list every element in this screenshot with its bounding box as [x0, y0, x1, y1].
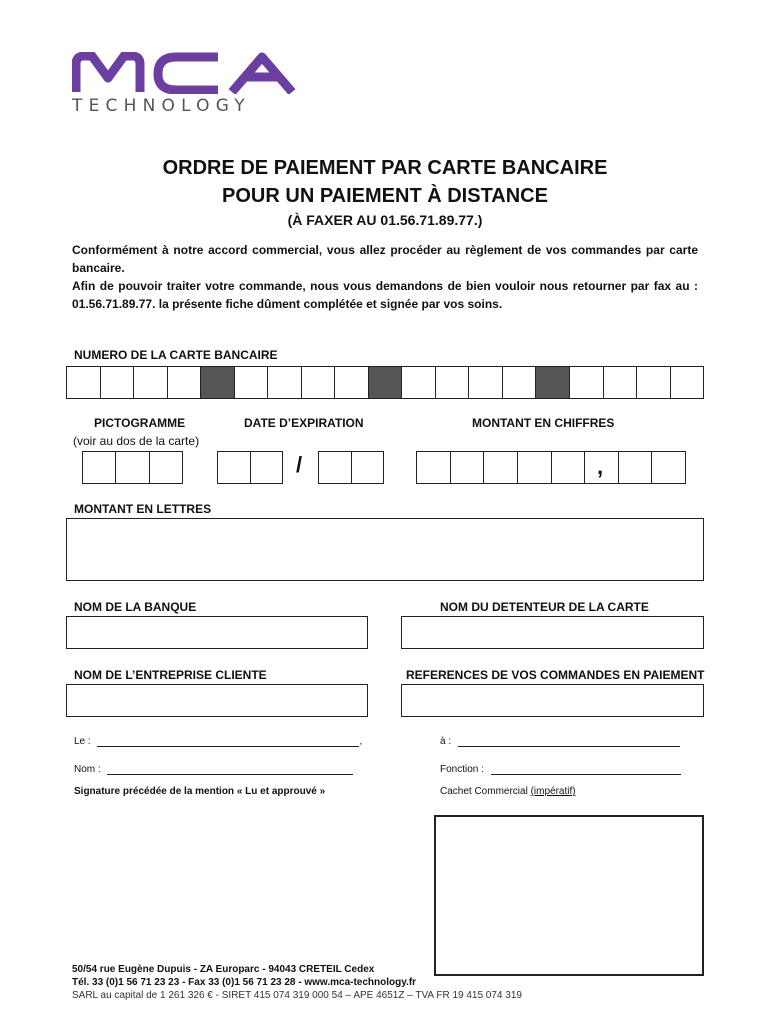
card-digit-cell[interactable]	[436, 367, 470, 398]
card-digit-cell[interactable]	[570, 367, 604, 398]
card-digit-cell[interactable]	[335, 367, 369, 398]
detenteur-label: NOM DU DETENTEUR DE LA CARTE	[440, 600, 649, 614]
card-digit-cell[interactable]	[469, 367, 503, 398]
card-separator-cell	[536, 367, 570, 398]
mca-logo	[72, 52, 322, 94]
digit-cell[interactable]	[319, 452, 352, 483]
cachet-label: Cachet Commercial	[440, 786, 528, 797]
montant-chiffres-label: MONTANT EN CHIFFRES	[472, 416, 615, 430]
digit-cell[interactable]	[352, 452, 384, 483]
digit-cell[interactable]	[150, 452, 182, 483]
nom-line[interactable]	[107, 774, 353, 775]
intro-paragraph-1: Conformément à notre accord commercial, vous allez procéder au règlement de vos commandes par carte bancaire.	[72, 243, 698, 275]
imperatif-note: (impératif)	[530, 786, 576, 797]
a-label: à :	[440, 736, 452, 747]
card-number-label: NUMERO DE LA CARTE BANCAIRE	[74, 348, 278, 362]
footer-address: 50/54 rue Eugène Dupuis - ZA Europarc - 94043 CRETEIL Cedex	[72, 964, 375, 975]
signature-mention: Signature précédée de la mention « Lu et approuvé »	[74, 786, 326, 797]
fax-subtitle: (À FAXER AU 01.56.71.89.77.)	[287, 212, 483, 228]
banque-field[interactable]	[66, 616, 368, 649]
card-digit-cell[interactable]	[235, 367, 269, 398]
le-comma: ,	[359, 736, 363, 747]
digit-cell[interactable]	[251, 452, 283, 483]
a-row	[440, 736, 680, 747]
card-digit-cell[interactable]	[671, 367, 704, 398]
montant-chiffres-input[interactable]	[416, 451, 686, 484]
fonction-row	[440, 764, 681, 775]
a-line[interactable]	[458, 746, 680, 747]
digit-cell[interactable]	[451, 452, 485, 483]
card-separator-cell	[369, 367, 403, 398]
fonction-line[interactable]	[491, 774, 681, 775]
expiration-year-input[interactable]	[318, 451, 384, 484]
digit-cell[interactable]	[652, 452, 685, 483]
le-row	[74, 736, 362, 747]
card-digit-cell[interactable]	[268, 367, 302, 398]
detenteur-field[interactable]	[401, 616, 704, 649]
entreprise-label: NOM DE L’ENTREPRISE CLIENTE	[74, 668, 267, 682]
expiration-label: DATE D’EXPIRATION	[244, 416, 364, 430]
nom-label: Nom :	[74, 764, 101, 775]
intro-paragraph-2: Afin de pouvoir traiter votre commande, nous vous demandons de bien vouloir nous retourner par fax au : 01.56.71.89.77. la présente fiche dûment complétée et signée par vos soins.	[72, 279, 698, 311]
card-digit-cell[interactable]	[67, 367, 101, 398]
card-digit-cell[interactable]	[134, 367, 168, 398]
card-digit-cell[interactable]	[101, 367, 135, 398]
card-digit-cell[interactable]	[302, 367, 336, 398]
logo-subtitle: TECHNOLOGY	[72, 96, 251, 116]
footer-legal: SARL au capital de 1 261 326 € - SIRET 415 074 319 000 54 – APE 4651Z – TVA FR 19 415 074 319	[72, 990, 522, 1001]
le-line[interactable]	[97, 746, 359, 747]
card-digit-cell[interactable]	[503, 367, 537, 398]
card-number-grid[interactable]	[66, 366, 704, 399]
digit-cell[interactable]	[116, 452, 149, 483]
entreprise-field[interactable]	[66, 684, 368, 717]
digit-cell[interactable]	[218, 452, 251, 483]
references-label: REFERENCES DE VOS COMMANDES EN PAIEMENT	[406, 668, 705, 682]
cachet-row	[440, 786, 576, 797]
decimal-separator: ,	[597, 454, 604, 479]
digit-cell[interactable]	[619, 452, 653, 483]
pictogramme-input[interactable]	[82, 451, 183, 484]
fonction-label: Fonction :	[440, 764, 484, 775]
card-digit-cell[interactable]	[168, 367, 202, 398]
digit-cell[interactable]	[552, 452, 586, 483]
digit-cell[interactable]	[518, 452, 552, 483]
cachet-box[interactable]	[434, 815, 704, 976]
title-line-2: POUR UN PAIEMENT À DISTANCE	[222, 185, 548, 207]
card-separator-cell	[201, 367, 235, 398]
montant-lettres-field[interactable]	[66, 518, 704, 581]
nom-row	[74, 764, 353, 775]
pictogramme-label: PICTOGRAMME	[94, 416, 186, 430]
banque-label: NOM DE LA BANQUE	[74, 600, 197, 614]
footer-contact: Tél. 33 (0)1 56 71 23 23 - Fax 33 (0)1 56 71 23 28 - www.mca-technology.fr	[72, 977, 417, 988]
digit-cell[interactable]	[417, 452, 451, 483]
le-label: Le :	[74, 736, 91, 747]
card-digit-cell[interactable]	[402, 367, 436, 398]
card-digit-cell[interactable]	[637, 367, 671, 398]
references-field[interactable]	[401, 684, 704, 717]
expiration-month-input[interactable]	[217, 451, 283, 484]
expiration-separator: /	[296, 452, 303, 477]
digit-cell[interactable]	[484, 452, 518, 483]
card-digit-cell[interactable]	[604, 367, 638, 398]
title-line-1: ORDRE DE PAIEMENT PAR CARTE BANCAIRE	[162, 157, 608, 179]
digit-cell[interactable]	[83, 452, 116, 483]
pictogramme-note: (voir au dos de la carte)	[73, 434, 200, 448]
montant-lettres-label: MONTANT EN LETTRES	[74, 502, 212, 516]
